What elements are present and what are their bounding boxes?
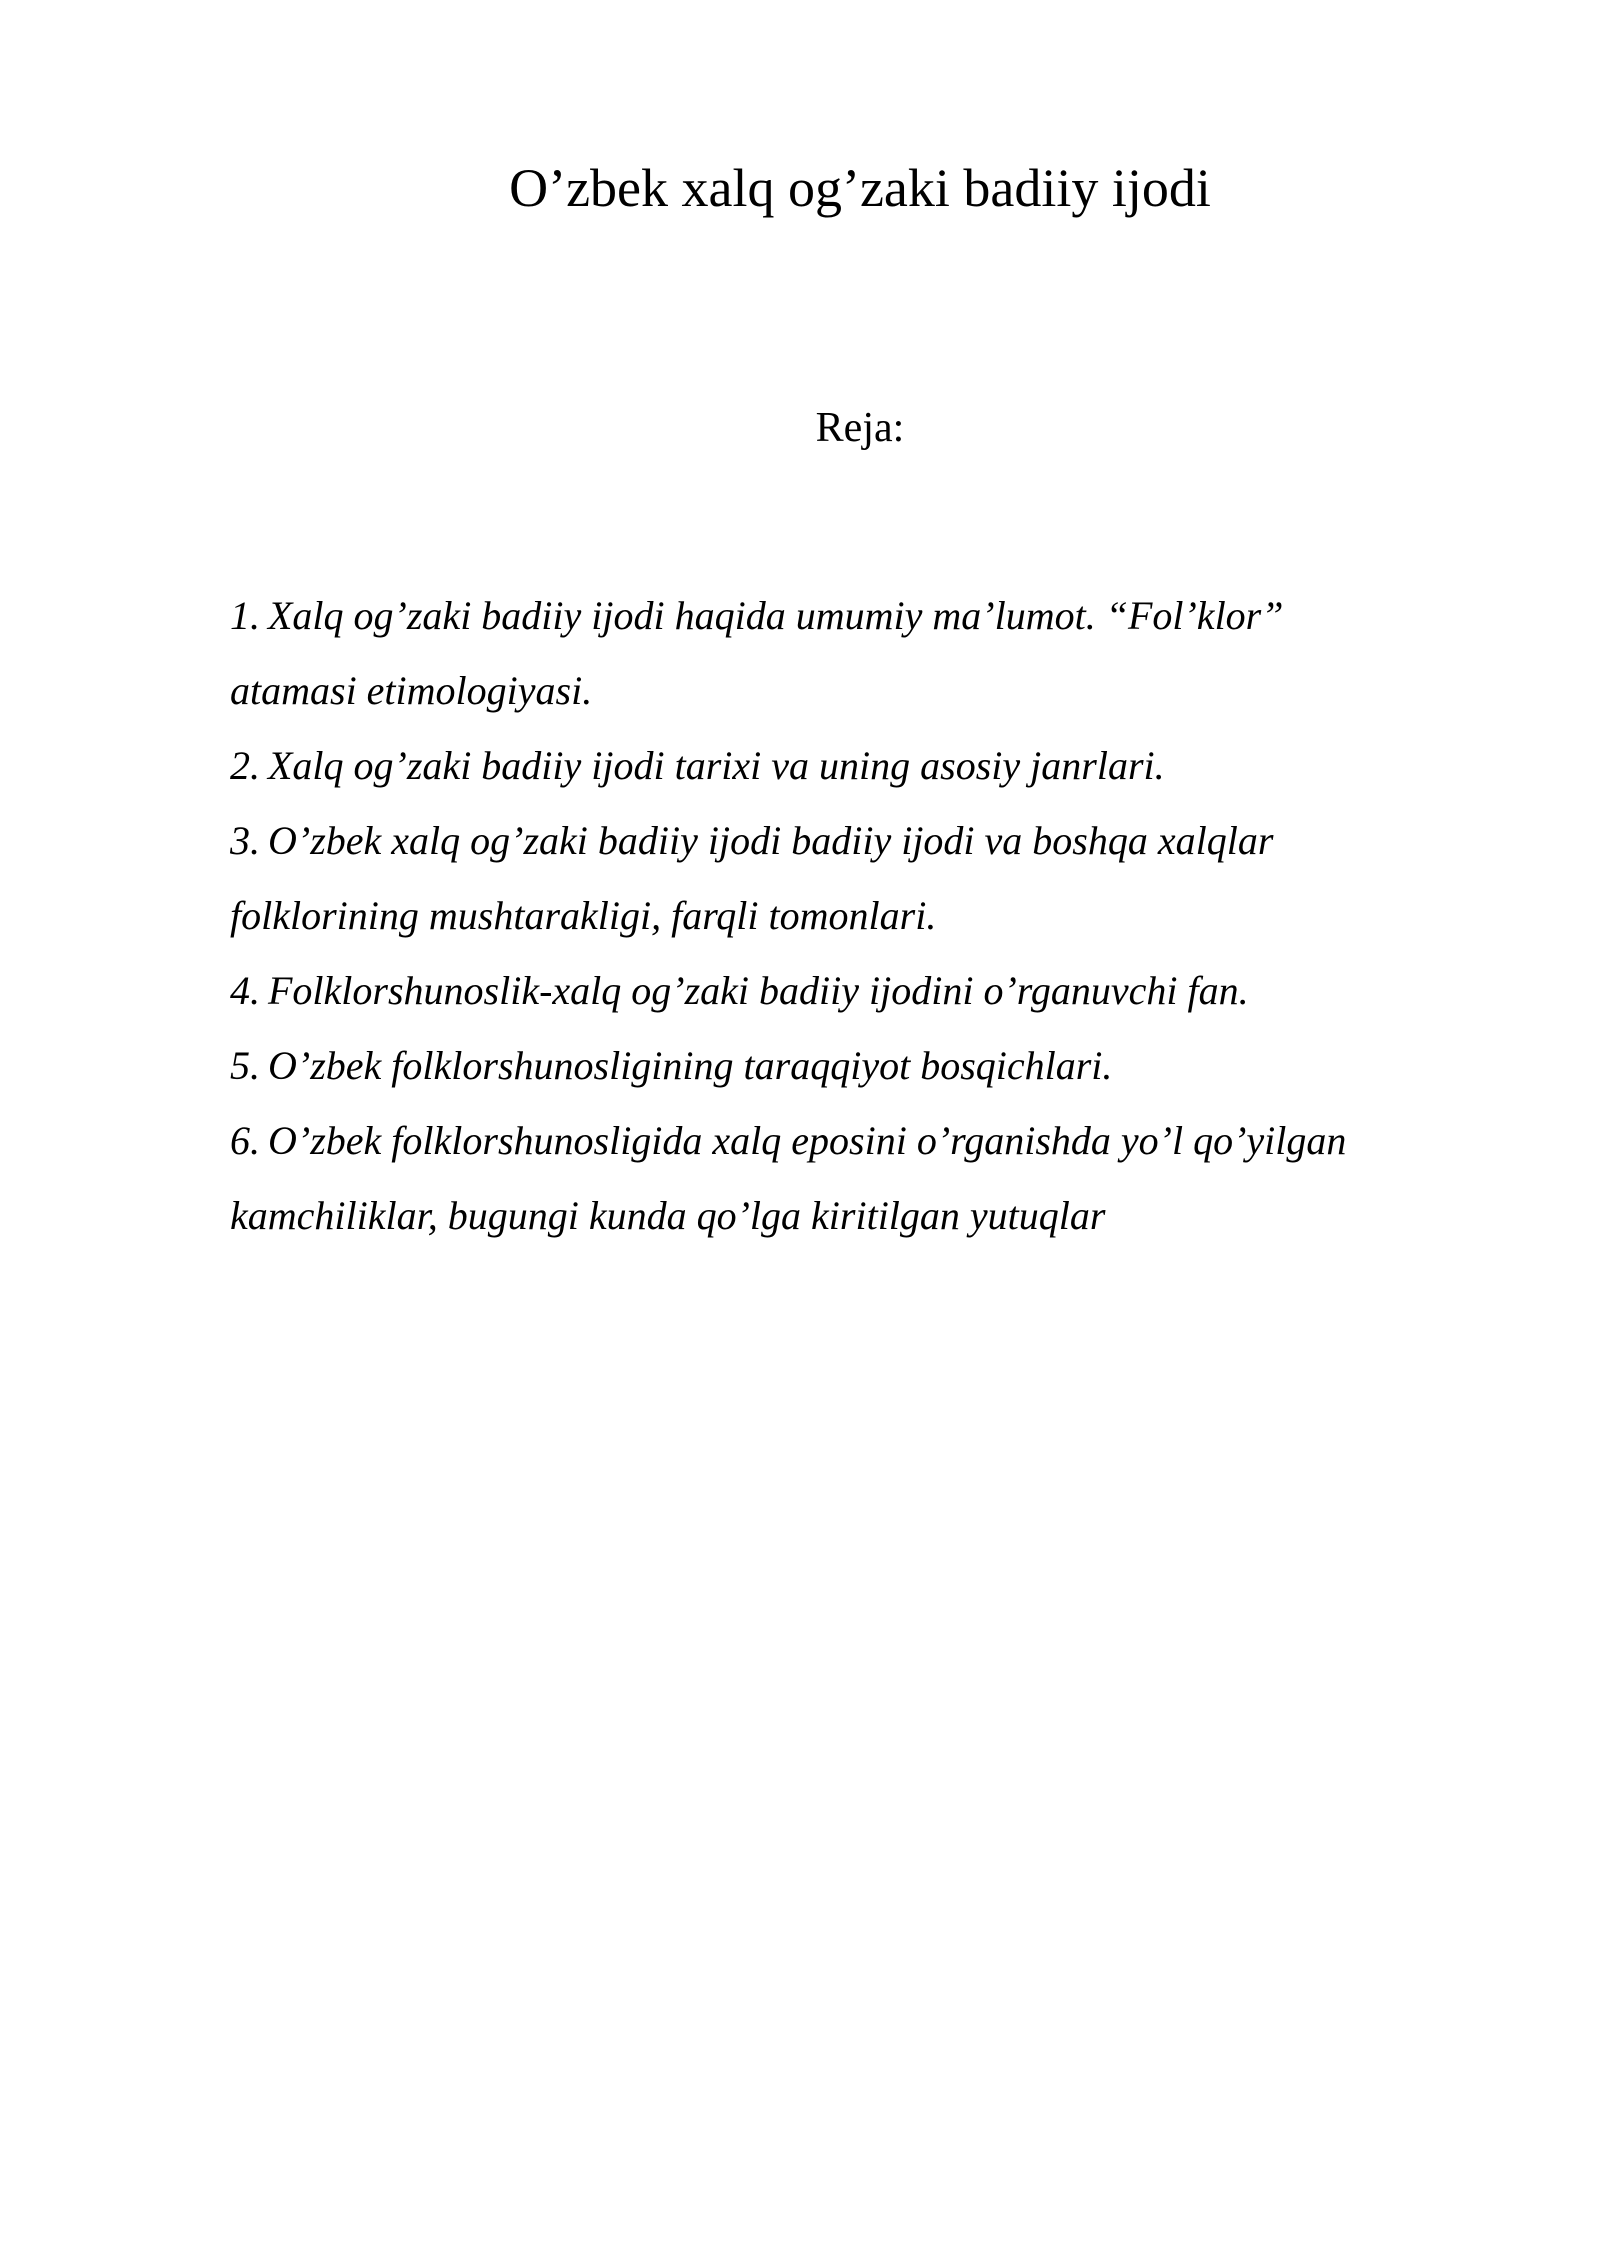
plan-item-text: O’zbek folklorshunosligining taraqqiyot bosqichlari. <box>268 1043 1113 1088</box>
plan-item-text: O’zbek folklorshunosligida xalq eposini o’rganishda yo’l qo’yilgan <box>268 1118 1347 1163</box>
plan-item-number: 6. <box>230 1118 260 1163</box>
plan-heading: Reja: <box>815 405 905 451</box>
plan-item-number: 1. <box>230 593 260 638</box>
plan-item-text: O’zbek xalq og’zaki badiiy ijodi badiiy ijodi va boshqa xalqlar <box>268 818 1274 863</box>
plan-item-text-continuation: atamasi etimologiyasi. <box>230 668 593 713</box>
plan-item <box>230 728 1470 803</box>
plan-item-text-continuation: folklorining mushtarakligi, farqli tomonlari. <box>230 893 937 938</box>
plan-item-number: 2. <box>230 743 260 788</box>
plan-item <box>230 578 1470 728</box>
plan-item-number: 5. <box>230 1043 260 1088</box>
plan-item-text: Xalq og’zaki badiiy ijodi tarixi va uning asosiy janrlari. <box>268 743 1165 788</box>
document-title: O’zbek xalq og’zaki badiiy ijodi <box>509 158 1211 218</box>
plan-item-number: 3. <box>230 818 260 863</box>
plan-item-number: 4. <box>230 968 260 1013</box>
plan-item-text: Xalq og’zaki badiiy ijodi haqida umumiy ma’lumot. “Fol’klor” <box>268 593 1284 638</box>
plan-item <box>230 953 1470 1028</box>
plan-item <box>230 1028 1470 1103</box>
plan-item <box>230 803 1470 953</box>
plan-item <box>230 1103 1470 1253</box>
plan-list <box>230 578 1470 1253</box>
plan-item-text-continuation: kamchiliklar, bugungi kunda qo’lga kiritilgan yutuqlar <box>230 1193 1106 1238</box>
plan-item-text: Folklorshunoslik-xalq og’zaki badiiy ijodini o’rganuvchi fan. <box>268 968 1249 1013</box>
